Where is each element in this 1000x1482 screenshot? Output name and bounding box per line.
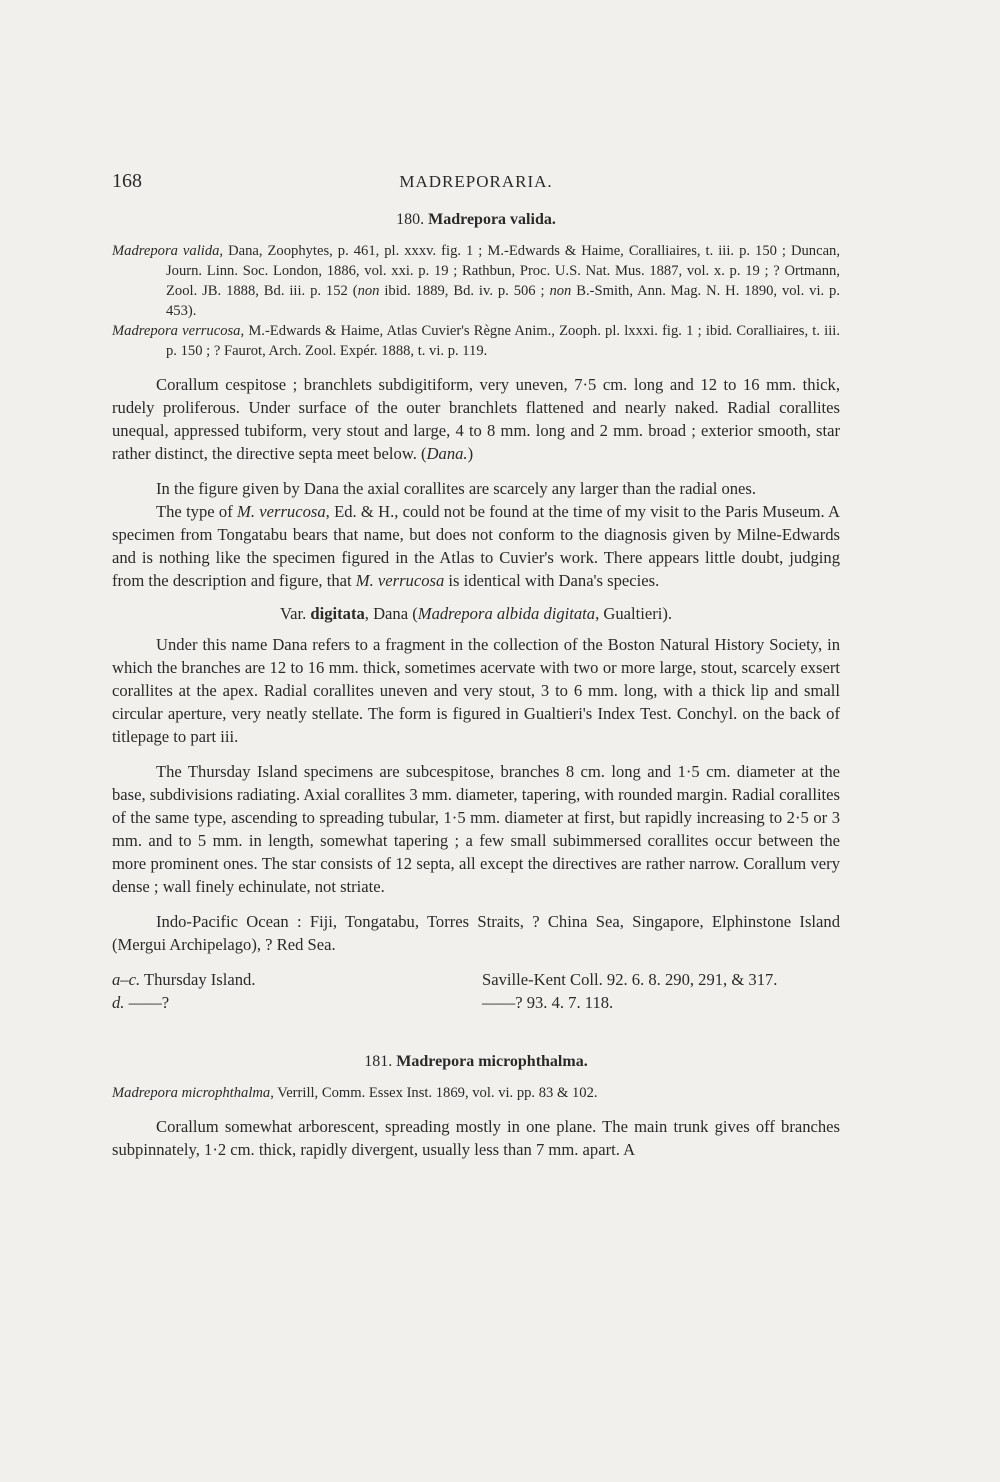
page-body [112, 208, 840, 1161]
synonymy-microphthalma: Madrepora microphthalma, Verrill, Comm. Essex Inst. 1869, vol. vi. pp. 83 & 102. [112, 1085, 598, 1101]
verrucosa-paragraph: The type of M. verrucosa, Ed. & H., could not be found at the time of my visit to the Paris Museum. A specimen from Tongatabu bears that name, but does not conform to the diagnosis given by Milne-Edwards and is nothing like the specimen figured in the Atlas to Cuvier's work. There appears little doubt, judging from the description and figure, that M. verrucosa is identical with Dana's species. [112, 502, 840, 590]
synonymy-valida: Madrepora valida, Dana, Zoophytes, p. 461, pl. xxxv. fig. 1 ; M.-Edwards & Haime, Coralliaires, t. iii. p. 150 ; Duncan, Journ. Linn. Soc. London, 1886, vol. xxi. p. 19 ; Rathbun, Proc. U.S. Nat. Mus. 1887, vol. x. p. 19 ; ? Ortmann, Zool. JB. 1888, Bd. iii. p. 152 (non ibid. 1889, Bd. iv. p. 506 ; non B.-Smith, Ann. Mag. N. H. 1890, vol. vi. p. 453). [112, 243, 840, 319]
synonymy-verrucosa: Madrepora verrucosa, M.-Edwards & Haime, Atlas Cuvier's Règne Anim., Zooph. pl. lxxxi. fig. 1 ; ibid. Coralliaires, t. iii. p. 150 ; ? Faurot, Arch. Zool. Expér. 1888, t. vi. p. 119. [112, 323, 840, 359]
microphthalma-paragraph: Corallum somewhat arborescent, spreading mostly in one plane. The main trunk gives off branches subpinnately, 1·2 cm. thick, rapidly divergent, usually less than 7 mm. apart. A [112, 1117, 840, 1159]
distribution-paragraph: Indo-Pacific Ocean : Fiji, Tongatabu, Torres Straits, ? China Sea, Singapore, Elphinstone Island (Mergui Archipelago), ? Red Sea. [112, 912, 840, 954]
specimen-row: d. ——? ——? 93. 4. 7. 118. [112, 993, 614, 1012]
running-title: MADREPORARIA. [399, 172, 553, 191]
specimen-row: a–c. Thursday Island. Saville-Kent Coll. 92. 6. 8. 290, 291, & 317. [112, 970, 778, 989]
description-paragraph: Corallum cespitose ; branchlets subdigitiform, very uneven, 7·5 cm. long and 12 to 16 mm. thick, rudely proliferous. Under surface of the outer branchlets flattened and nearly naked. Radial corallites unequal, appressed tubiform, very stout and large, 4 to 8 mm. long and 2 mm. broad ; exterior smooth, star rather distinct, the directive septa meet below. (Dana.) [112, 375, 840, 463]
thursday-island-paragraph: The Thursday Island specimens are subcespitose, branches 8 cm. long and 1·5 cm. diameter at the base, subdivisions radiating. Axial corallites 3 mm. diameter, tapering, with rounded margin. Radial corallites of the same type, ascending to spreading tubular, 1·5 mm. diameter at first, but rapidly increasing to 2·5 or 3 mm. and to 5 mm. in length, somewhat tapering ; a few small subimmersed corallites occur between the more prominent ones. The star consists of 12 septa, all except the directives are rather narrow. Corallum very dense ; wall finely echinulate, not striate. [112, 762, 840, 896]
page-number: 168 [112, 170, 142, 192]
species-180-title: 180. Madrepora valida. [396, 211, 556, 228]
remark-paragraph: In the figure given by Dana the axial corallites are scarcely any larger than the radial ones. [156, 479, 757, 498]
variety-heading: Var. digitata, Dana (Madrepora albida digitata, Gualtieri). [279, 604, 673, 623]
specimen-table [112, 968, 840, 1014]
species-181-title: 181. Madrepora microphthalma. [364, 1053, 588, 1070]
variety-paragraph: Under this name Dana refers to a fragment in the collection of the Boston Natural History Society, in which the branches are 12 to 16 mm. thick, sometimes acervate with two or more large, stout, scarcely exsert corallites at the apex. Radial corallites uneven and very stout, 3 to 6 mm. long, with a thick lip and small circular aperture, very neatly stellate. The form is figured in Gualtieri's Index Test. Conchyl. on the back of titlepage to part iii. [112, 635, 840, 746]
